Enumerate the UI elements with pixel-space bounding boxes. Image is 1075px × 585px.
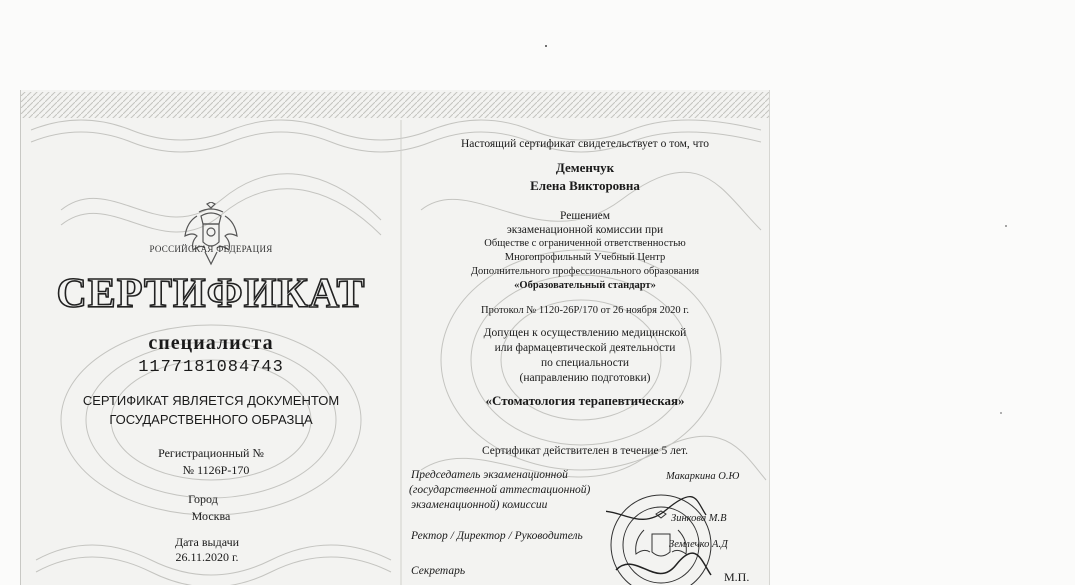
holder-surname: Деменчук <box>555 160 615 175</box>
stamp-place-label: М.П. <box>724 570 750 584</box>
issue-date-label: Дата выдачи <box>174 535 240 549</box>
organization-line3: Дополнительного профессионального образования <box>470 266 700 277</box>
specialty-name: «Стоматология терапевтическая» <box>485 393 685 408</box>
secretary-label: Секретарь <box>411 565 466 577</box>
protocol-text: Протокол № 1120-26Р/170 от 26 ноября 2020 г. <box>481 305 689 316</box>
intro-text: Настоящий сертификат свидетельствует о том, что <box>460 138 710 150</box>
certificate-sheet <box>20 90 770 585</box>
registration-number: № 1126Р-170 <box>182 463 250 477</box>
admission-line4: (направлению подготовки) <box>519 372 651 384</box>
organization-line4: «Образовательный стандарт» <box>514 280 656 291</box>
certificate-number: 1177181084743 <box>138 358 284 377</box>
certificate-title: СЕРТИФИКАТ <box>56 271 366 317</box>
scan-speck <box>545 45 547 47</box>
chair-line3: экзаменационной) комиссии <box>411 499 548 511</box>
rector-name: Зинкова М.В <box>671 513 727 524</box>
certificate-subtitle: специалиста <box>148 332 274 354</box>
chair-line2: (государственной аттестационной) <box>409 484 591 496</box>
registration-label: Регистрационный № <box>158 446 264 460</box>
country-label: РОССИЙСКАЯ ФЕДЕРАЦИЯ <box>149 244 273 254</box>
organization-line2: Многопрофильный Учебный Центр <box>504 252 666 263</box>
admission-line1: Допущен к осуществлению медицинской <box>483 327 687 339</box>
second-signatory-name: Землечко А.Д <box>669 539 728 550</box>
decision-line1: Решением <box>560 210 610 222</box>
validity-text: Сертификат действителен в течение 5 лет. <box>481 445 689 457</box>
seal-stamp-icon <box>606 490 716 585</box>
coat-of-arms-icon <box>179 202 243 272</box>
scan-speck <box>1000 412 1002 414</box>
chair-name: Макаркина О.Ю <box>666 471 740 482</box>
decision-line2: экзаменационной комиссии при <box>506 224 664 236</box>
state-document-line2: ГОСУДАРСТВЕННОГО ОБРАЗЦА <box>109 412 313 427</box>
city-label: Город <box>188 492 218 506</box>
admission-line2: или фармацевтической деятельности <box>494 342 676 354</box>
state-document-line1: СЕРТИФИКАТ ЯВЛЯЕТСЯ ДОКУМЕНТОМ <box>82 393 340 408</box>
chair-line1: Председатель экзаменационной <box>411 469 568 481</box>
rector-label: Ректор / Директор / Руководитель <box>411 530 583 542</box>
holder-name: Елена Викторовна <box>530 178 640 193</box>
city-value: Москва <box>191 509 231 523</box>
admission-line3: по специальности <box>540 357 630 369</box>
issue-date-value: 26.11.2020 г. <box>175 550 239 564</box>
scan-speck <box>1005 225 1007 227</box>
organization-line1: Обществе с ограниченной ответственностью <box>484 238 686 249</box>
